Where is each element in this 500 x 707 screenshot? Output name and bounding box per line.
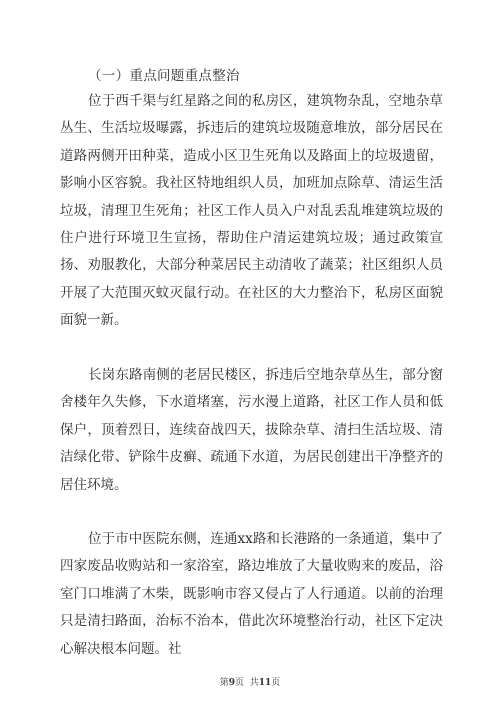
total-pages-number: 11	[258, 678, 272, 688]
paragraph-3: 位于市中医院东侧，连通xx路和长港路的一条通道，集中了四家废品收购站和一家浴室，路边堆放了大量收购来的废品，浴室门口堆满了木柴，既影响市容又侵占了人行通道。以前的治理只是清扫路面，治标不治本，借此次环境整治行动，社区下定决心解决根本问题。社	[60, 531, 443, 657]
current-page-number: 9	[228, 678, 235, 688]
section-heading: （一）重点问题重点整治	[88, 68, 240, 84]
footer-prefix: 第	[219, 678, 229, 688]
footer-suffix: 页	[271, 678, 281, 688]
paragraph-1: 位于西千渠与红星路之间的私房区，建筑物杂乱，空地杂草丛生、生活垃圾曝露，拆违后的建筑垃圾随意堆放，部分居民在道路两侧开田种菜，造成小区卫生死角以及路面上的垃圾遗留，影响小区容貌。我社区特地组织人员，加班加点除草、清运生活垃圾，清理卫生死角；社区工作人员入户对乱丢乱堆建筑垃圾的住户进行环境卫生宣扬，帮助住户清运建筑垃圾；通过政策宣扬、劝服教化，大部分种菜居民主动清收了蔬菜；社区组织人员开展了大范围灭蚊灭鼠行动。在社区的大力整治下，私房区面貌面貌一新。	[60, 93, 443, 329]
footer-middle: 页 共	[235, 678, 259, 688]
page-footer	[0, 677, 500, 689]
paragraph-2: 长岗东路南侧的老居民楼区，拆违后空地杂草丛生，部分窗舍楼年久失修，下水道堵塞，污水漫上道路，社区工作人员和低保户，顶着烈日，连续奋战四天，拔除杂草、清扫生活垃圾、清洁绿化带、铲除牛皮癣、疏通下水道，为居民创建出干净整齐的居住环境。	[60, 367, 443, 493]
